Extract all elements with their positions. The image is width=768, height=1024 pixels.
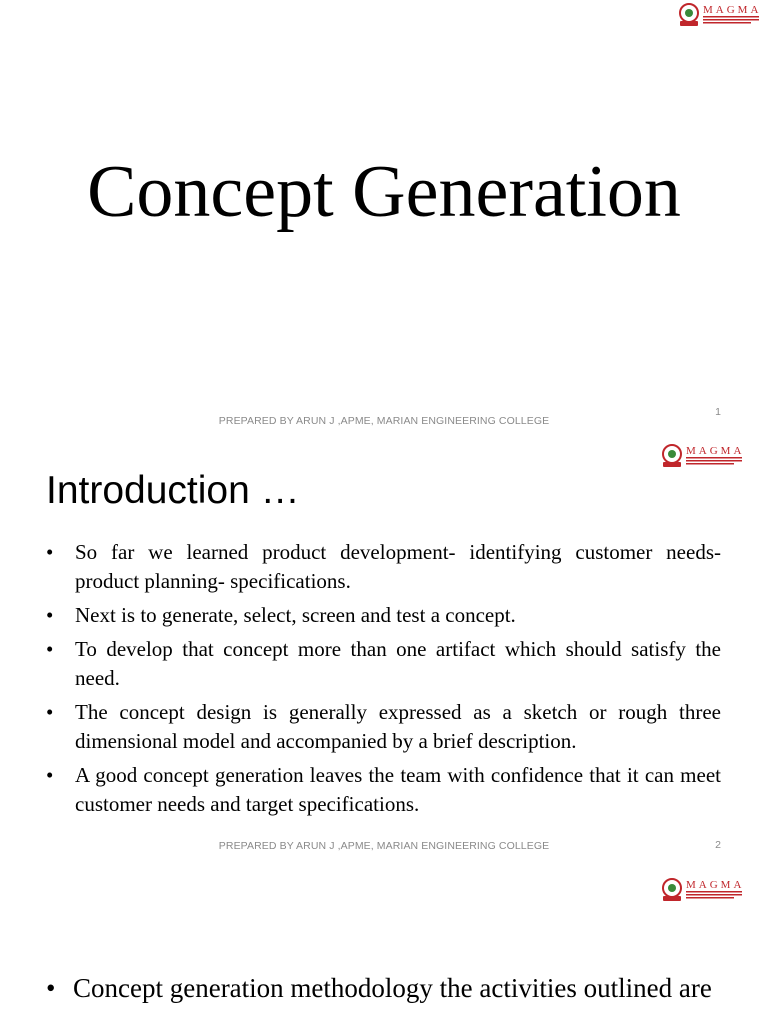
slide-3-bullet-list	[46, 970, 721, 1006]
logo-wordmark: MAGMA	[703, 4, 761, 16]
bullet-item	[46, 970, 721, 1006]
slide-2-footer: PREPARED BY ARUN J ,APME, MARIAN ENGINEERING COLLEGE	[218, 840, 550, 852]
magma-logo	[660, 877, 744, 903]
bullet-text: A good concept generation leaves the team with confidence that it can meet customer needs and target specifications.	[75, 763, 721, 816]
bullet-text: So far we learned product development- identifying customer needs- product planning- specifications.	[75, 540, 721, 593]
bullet-dot-icon: •	[46, 637, 54, 661]
slide-2	[0, 437, 768, 869]
magma-logo-icon	[677, 2, 761, 28]
slide-2-page-number: 2	[715, 839, 721, 851]
bullet-item	[46, 698, 721, 756]
magma-logo	[677, 2, 761, 28]
bullet-text: Concept generation methodology the activities outlined are	[73, 973, 712, 1003]
bullet-text: Next is to generate, select, screen and test a concept.	[75, 603, 516, 627]
bullet-dot-icon: •	[46, 700, 54, 724]
bullet-text: To develop that concept more than one artifact which should satisfy the need.	[75, 637, 721, 690]
magma-logo-icon	[660, 443, 744, 469]
bullet-item	[46, 538, 721, 596]
slide-2-bullet-list	[46, 538, 721, 824]
slide-1-page-number: 1	[715, 406, 721, 418]
magma-logo-icon	[660, 877, 744, 903]
slide-2-title: Introduction …	[46, 469, 300, 512]
bullet-dot-icon: •	[46, 763, 54, 787]
bullet-dot-icon: •	[46, 603, 54, 627]
bullet-item	[46, 601, 721, 630]
bullet-dot-icon: •	[46, 540, 54, 564]
bullet-text: The concept design is generally expressed as a sketch or rough three dimensional model and accompanied by a brief description.	[75, 700, 721, 753]
bullet-dot-icon: •	[46, 973, 56, 1003]
slide-3	[0, 869, 768, 1024]
magma-logo	[660, 443, 744, 469]
bullet-item	[46, 635, 721, 693]
slide-1-footer: PREPARED BY ARUN J ,APME, MARIAN ENGINEERING COLLEGE	[218, 415, 550, 427]
slide-1	[0, 0, 768, 437]
bullet-item	[46, 761, 721, 819]
logo-wordmark: MAGMA	[686, 879, 744, 891]
logo-wordmark: MAGMA	[686, 445, 744, 457]
slide-1-title: Concept Generation	[87, 151, 681, 233]
